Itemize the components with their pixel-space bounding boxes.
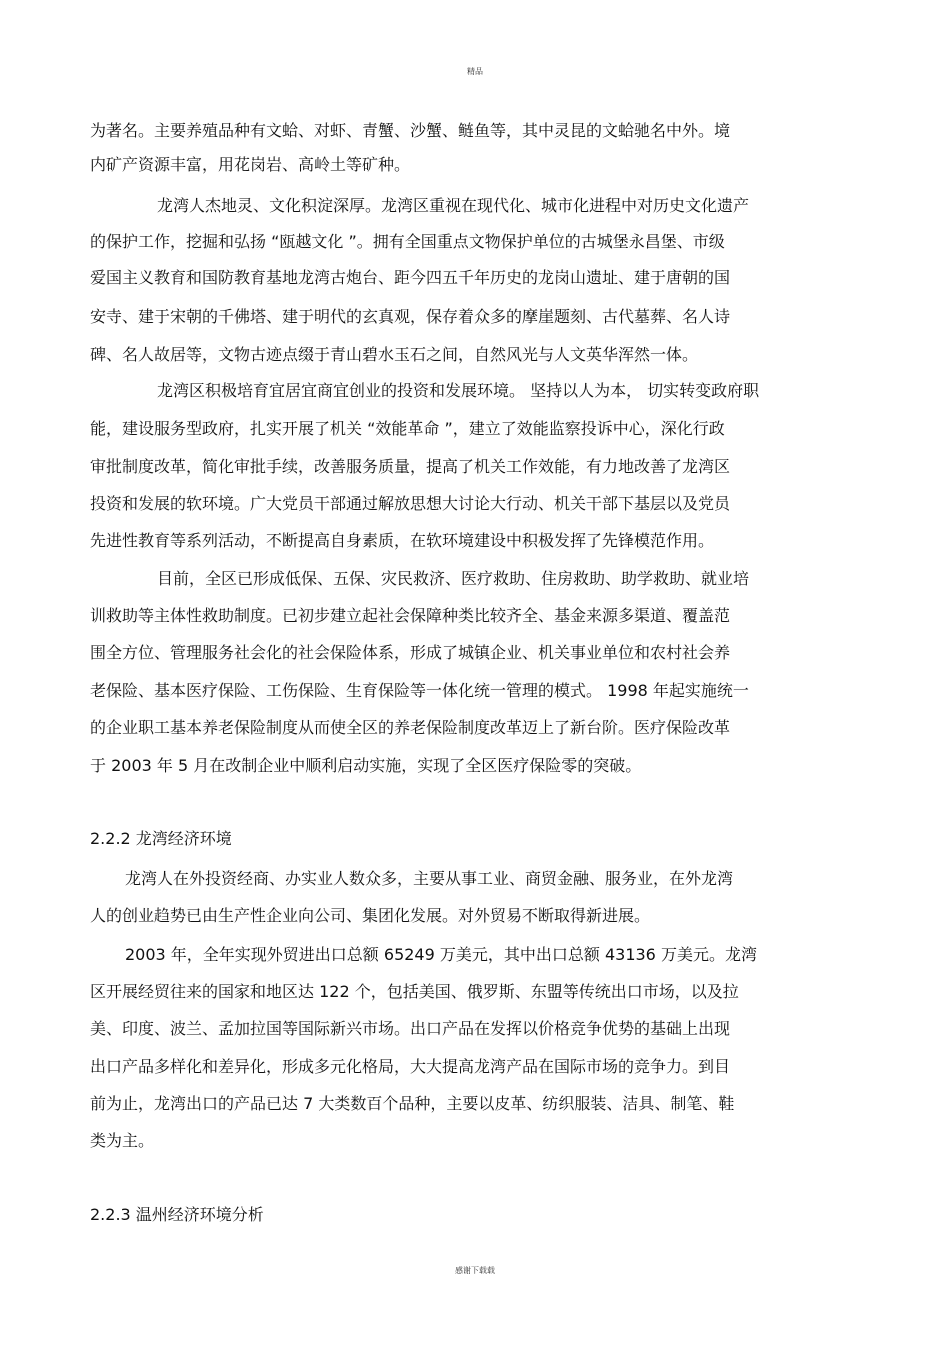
paragraph-line: 内矿产资源丰富，用花岗岩、高岭土等矿种。: [90, 155, 411, 174]
paragraph-line: 先进性教育等系列活动，不断提高自身素质，在软环境建设中积极发挥了先锋模范作用。: [90, 531, 715, 550]
paragraph-line: 区开展经贸往来的国家和地区达 122 个，包括美国、俄罗斯、东盟等传统出口市场，以及拉: [90, 982, 739, 1001]
section-heading-2-2-2: 2.2.2 龙湾经济环境: [90, 829, 232, 848]
paragraph-line: 训救助等主体性救助制度。已初步建立起社会保障种类比较齐全、基金来源多渠道、覆盖范: [90, 606, 731, 625]
paragraph-line: 前为止，龙湾出口的产品已达 7 大类数百个品种，主要以皮革、纺织服装、洁具、制笔、鞋: [90, 1094, 735, 1113]
paragraph-line: 投资和发展的软环境。广大党员干部通过解放思想大讨论大行动、机关干部下基层以及党员: [90, 494, 731, 513]
paragraph-line: 2003 年，全年实现外贸进出口总额 65249 万美元，其中出口总额 43136 万美元。龙湾: [125, 945, 757, 964]
page-footer: 感谢下载载: [455, 1266, 495, 1275]
paragraph-line: 目前，全区已形成低保、五保、灾民救济、医疗救助、住房救助、助学救助、就业培: [157, 569, 750, 588]
paragraph-line: 的企业职工基本养老保险制度从而使全区的养老保险制度改革迈上了新台阶。医疗保险改革: [90, 718, 731, 737]
paragraph-line: 龙湾人在外投资经商、办实业人数众多，主要从事工业、商贸金融、服务业，在外龙湾: [125, 869, 734, 888]
paragraph-line: 龙湾区积极培育宜居宜商宜创业的投资和发展环境。 坚持以人为本， 切实转变政府职: [157, 381, 760, 400]
paragraph-line: 老保险、基本医疗保险、工伤保险、生育保险等一体化统一管理的模式。 1998 年起实施统一: [90, 681, 749, 700]
paragraph-line: 出口产品多样化和差异化，形成多元化格局，大大提高龙湾产品在国际市场的竞争力。到目: [90, 1057, 731, 1076]
paragraph-line: 人的创业趋势已由生产性企业向公司、集团化发展。对外贸易不断取得新进展。: [90, 906, 651, 925]
paragraph-line: 为著名。主要养殖品种有文蛤、对虾、青蟹、沙蟹、鲢鱼等，其中灵昆的文蛤驰名中外。境: [90, 121, 731, 140]
paragraph-line: 的保护工作，挖掘和弘扬 “瓯越文化 ”。拥有全国重点文物保护单位的古城堡永昌堡、市级: [90, 232, 725, 251]
paragraph-line: 围全方位、管理服务社会化的社会保险体系，形成了城镇企业、机关事业单位和农村社会养: [90, 643, 731, 662]
paragraph-line: 美、印度、波兰、孟加拉国等国际新兴市场。出口产品在发挥以价格竞争优势的基础上出现: [90, 1019, 731, 1038]
paragraph-line: 审批制度改革，简化审批手续，改善服务质量，提高了机关工作效能，有力地改善了龙湾区: [90, 457, 731, 476]
paragraph-line: 能，建设服务型政府，扎实开展了机关 “效能革命 ”，建立了效能监察投诉中心，深化行政: [90, 419, 725, 438]
section-heading-2-2-3: 2.2.3 温州经济环境分析: [90, 1205, 264, 1224]
paragraph-line: 于 2003 年 5 月在改制企业中顺利启动实施，实现了全区医疗保险零的突破。: [90, 756, 642, 775]
page-header: 精品: [467, 67, 483, 76]
paragraph-line: 爱国主义教育和国防教育基地龙湾古炮台、距今四五千年历史的龙岗山遗址、建于唐朝的国: [90, 268, 731, 287]
paragraph-line: 碑、名人故居等，文物古迹点缀于青山碧水玉石之间，自然风光与人文英华浑然一体。: [90, 345, 699, 364]
paragraph-line: 龙湾人杰地灵、文化积淀深厚。龙湾区重视在现代化、城市化进程中对历史文化遗产: [157, 196, 750, 215]
paragraph-line: 安寺、建于宋朝的千佛塔、建于明代的玄真观，保存着众多的摩崖题刻、古代墓葬、名人诗: [90, 307, 731, 326]
paragraph-line: 类为主。: [90, 1131, 155, 1150]
